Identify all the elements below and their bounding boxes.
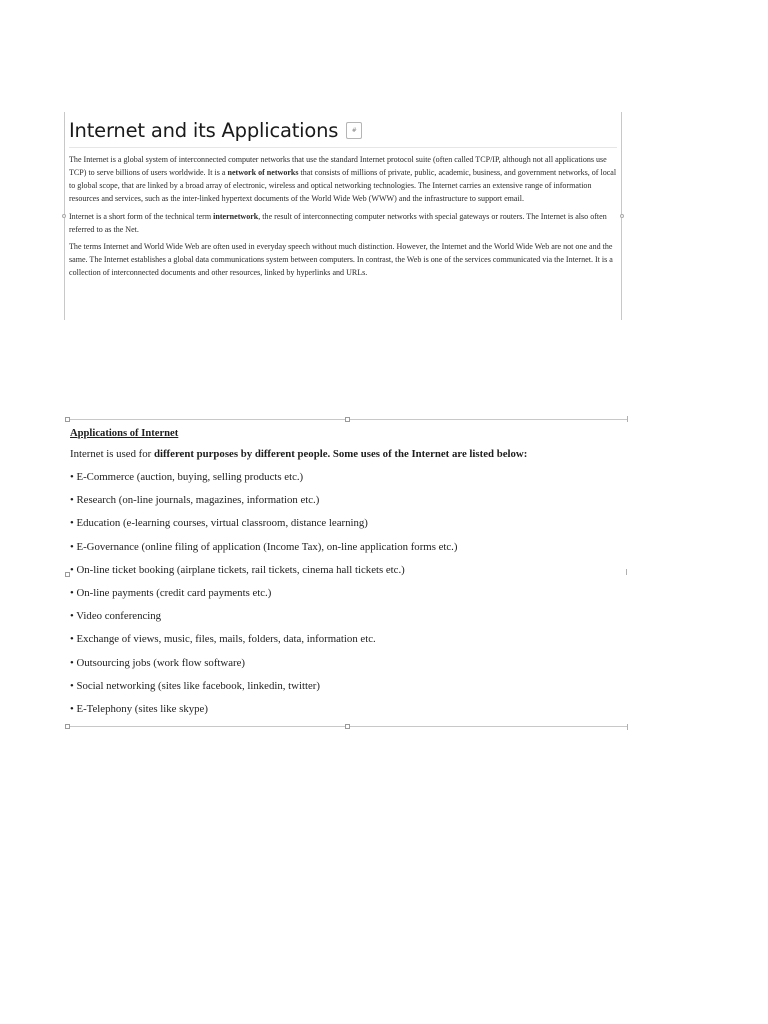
paragraph-1-text-b: that consists of millions of private, public, academic, business, and government networks, of local to global scope, that are linked by a broad array of electronic, wireless and optical networking technologies. The Internet carries an extensive range of information resources and services, such as the inter-linked hypertext documents of the World Wide Web (WWW) and the infrastructure to support email.: [69, 167, 617, 203]
list-item: • On-line payments (credit card payments etc.): [70, 586, 272, 599]
paragraph-2-text-b: , the result of interconnecting computer networks with special gateways or routers. The Internet is also often referred to as the Net.: [69, 211, 607, 234]
list-item: • Social networking (sites like facebook, linkedin, twitter): [70, 679, 320, 692]
list-item: • Video conferencing: [70, 610, 162, 623]
frame-edge-mark-top-right: [627, 416, 628, 422]
title-row: [69, 113, 617, 147]
article-paragraph-2: [69, 211, 617, 237]
title-divider: [69, 147, 617, 148]
applications-list: [70, 468, 624, 723]
applications-content: [70, 426, 624, 723]
article-paragraph-3: The terms Internet and World Wide Web are often used in everyday speech without much distinction. However, the Internet and the World Wide Web are not one and the same. The Internet establishes a global data communications system between computers. In contrast, the Web is one of the services communicated via the Internet. It is a collection of interconnected documents and other resources, linked by hyperlinks and URLs.: [69, 242, 613, 278]
applications-image[interactable]: [68, 419, 628, 727]
list-item: • Exchange of views, music, files, mails, folders, data, information etc.: [70, 633, 376, 646]
resize-handle-bottom-center[interactable]: [345, 724, 350, 729]
list-item: • Education (e-learning courses, virtual classroom, distance learning): [70, 517, 368, 530]
paragraph-2-text-a: Internet is a short form of the technical term: [69, 211, 214, 221]
article-paragraph-1: [69, 154, 617, 206]
list-item: • On-line ticket booking (airplane tickets, rail tickets, cinema hall tickets etc.): [70, 563, 405, 576]
resize-handle-top-center[interactable]: [345, 417, 350, 422]
list-item: • E-Telephony (sites like skype): [70, 702, 208, 715]
article-title: Internet and its Applications: [69, 118, 339, 142]
article-image[interactable]: [64, 112, 622, 320]
resize-handle-right[interactable]: [620, 214, 624, 218]
paragraph-2-bold: internetwork: [213, 211, 259, 221]
intro-bold: different purposes by different people. Some uses of the Internet are listed below:: [153, 448, 528, 460]
resize-handle-bottom-left[interactable]: [65, 724, 70, 729]
list-item: • E-Commerce (auction, buying, selling products etc.): [70, 471, 304, 483]
list-item: • Research (on-line journals, magazines, information etc.): [70, 494, 320, 507]
list-item: • E-Governance (online filing of application (Income Tax), on-line application forms etc.): [70, 540, 458, 553]
paragraph-1-text-a: The Internet is a global system of interconnected computer networks that use the standard Internet protocol suite (often called TCP/IP, although not all applications use TCP) to serve billions of users worldwide. It is a: [69, 155, 607, 177]
frame-edge-mark-bottom-right: [627, 724, 628, 730]
resize-handle-top-left[interactable]: [65, 417, 70, 422]
applications-intro: [70, 445, 624, 468]
list-item: • Outsourcing jobs (work flow software): [70, 656, 245, 669]
resize-handle-left[interactable]: [62, 214, 66, 218]
paragraph-1-bold: network of networks: [227, 167, 299, 177]
edit-section-icon[interactable]: #: [346, 122, 362, 139]
frame-edge-mark-middle-right: [626, 569, 627, 575]
applications-heading: Applications of Internet: [70, 428, 179, 439]
intro-text: Internet is used for: [70, 448, 154, 460]
